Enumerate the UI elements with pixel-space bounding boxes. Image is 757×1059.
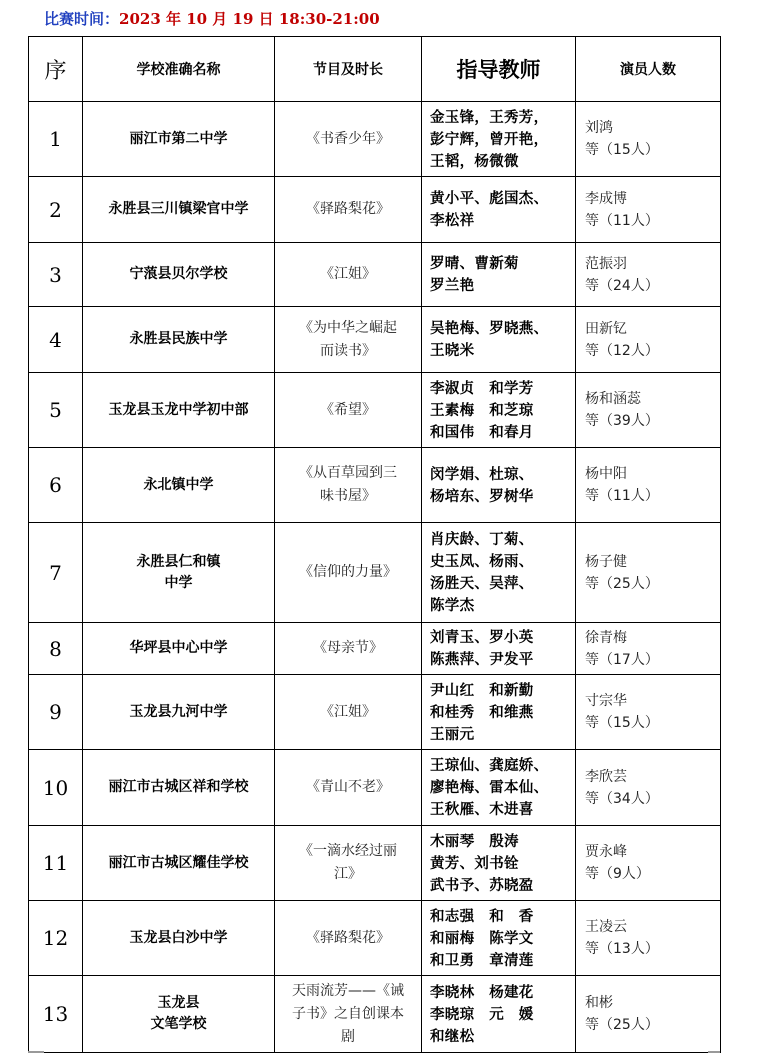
cell-teacher-line: 尹山红 和新勤 xyxy=(430,681,534,699)
cell-actors-line: 杨子健 xyxy=(585,553,627,570)
cell-program-line: 《信仰的力量》 xyxy=(299,564,397,580)
cell-teacher xyxy=(422,448,576,523)
cell-program-line: 《母亲节》 xyxy=(313,640,383,656)
cell-teacher xyxy=(422,750,576,826)
cell-teacher-line: 罗兰艳 xyxy=(430,277,475,294)
column-header-actors: 演员人数 xyxy=(576,37,721,102)
cell-school xyxy=(83,826,275,901)
cell-program xyxy=(275,448,422,523)
cell-program xyxy=(275,523,422,623)
cell-school-line: 文笔学校 xyxy=(150,1016,207,1032)
cell-actors xyxy=(576,523,721,623)
cell-teacher-line: 黄小平、彪国杰、 xyxy=(430,190,549,207)
cell-actors-line: 等（12人） xyxy=(585,342,659,359)
cell-actors xyxy=(576,243,721,307)
cell-seq: 10 xyxy=(29,750,83,826)
cell-program xyxy=(275,976,422,1053)
cell-seq: 13 xyxy=(29,976,83,1053)
cell-program-line: 子书》之自创课本 xyxy=(292,1005,404,1022)
cell-actors-line: 等（15人） xyxy=(585,715,659,731)
cell-teacher xyxy=(422,976,576,1053)
page-edge-mark xyxy=(28,1051,44,1053)
cell-school xyxy=(83,307,275,373)
cell-school xyxy=(83,750,275,826)
cell-teacher-line: 和继松 xyxy=(430,1027,475,1045)
cell-seq: 7 xyxy=(29,523,83,623)
cell-teacher xyxy=(422,826,576,901)
cell-school-line: 丽江市第二中学 xyxy=(129,130,228,147)
cell-actors-line: 王凌云 xyxy=(585,919,627,935)
cell-school-line: 华坪县中心中学 xyxy=(129,640,228,656)
cell-teacher-line: 和国伟 和春月 xyxy=(430,423,534,441)
cell-school xyxy=(83,623,275,675)
cell-program-line: 《驿路梨花》 xyxy=(306,201,390,217)
cell-actors-line: 李成博 xyxy=(585,190,627,207)
cell-actors-line: 范振羽 xyxy=(585,255,627,272)
cell-actors-line: 等（11人） xyxy=(585,488,659,504)
cell-teacher-line: 黄芳、刘书铨 xyxy=(430,854,519,872)
cell-teacher-line: 闵学娟、杜琼、 xyxy=(430,465,534,483)
cell-teacher xyxy=(422,901,576,976)
cell-teacher-line: 彭宁辉，曾开艳， xyxy=(430,130,549,148)
cell-teacher xyxy=(422,307,576,373)
page-edge-mark xyxy=(708,1051,720,1053)
cell-school-line: 中学 xyxy=(164,574,193,591)
cell-program-line: 《希望》 xyxy=(320,401,376,418)
cell-teacher-line: 木丽琴 殷涛 xyxy=(430,832,519,850)
cell-seq: 4 xyxy=(29,307,83,373)
cell-school xyxy=(83,243,275,307)
cell-teacher-line: 廖艳梅、雷本仙、 xyxy=(430,779,549,796)
cell-school-line: 玉龙县九河中学 xyxy=(129,703,228,720)
cell-teacher-line: 王丽元 xyxy=(430,725,475,743)
cell-teacher-line: 王韬，杨微微 xyxy=(430,152,519,170)
cell-program xyxy=(275,102,422,177)
cell-school xyxy=(83,675,275,750)
cell-teacher-line: 武书予、苏晓盈 xyxy=(430,876,534,894)
cell-seq: 3 xyxy=(29,243,83,307)
cell-program xyxy=(275,750,422,826)
cell-teacher-line: 王晓米 xyxy=(430,342,475,359)
cell-program-line: 《江姐》 xyxy=(320,703,376,720)
cell-actors xyxy=(576,675,721,750)
cell-teacher-line: 李晓琼 元 媛 xyxy=(430,1005,534,1023)
cell-teacher-line: 汤胜天、吴萍、 xyxy=(430,575,534,592)
cell-school xyxy=(83,448,275,523)
cell-actors-line: 和彬 xyxy=(585,995,613,1011)
cell-actors-line: 等（24人） xyxy=(585,277,659,294)
competition-time xyxy=(44,8,380,29)
cell-seq: 5 xyxy=(29,373,83,448)
cell-actors xyxy=(576,826,721,901)
cell-program-line: 江》 xyxy=(334,866,362,882)
cell-program-line: 味书屋》 xyxy=(320,488,376,504)
cell-school xyxy=(83,523,275,623)
cell-seq: 1 xyxy=(29,102,83,177)
table-row xyxy=(29,901,721,976)
column-header-program: 节目及时长 xyxy=(275,37,422,102)
cell-teacher-line: 王素梅 和芝琼 xyxy=(430,401,534,419)
cell-program xyxy=(275,623,422,675)
program-table xyxy=(28,36,721,1053)
table-row xyxy=(29,523,721,623)
cell-program xyxy=(275,307,422,373)
cell-school-line: 丽江市古城区耀佳学校 xyxy=(108,854,249,871)
cell-actors xyxy=(576,750,721,826)
cell-teacher-line: 金玉锋，王秀芳， xyxy=(430,108,549,126)
cell-school xyxy=(83,373,275,448)
cell-teacher-line: 陈学杰 xyxy=(430,597,475,614)
cell-program-line: 《江姐》 xyxy=(320,266,376,282)
cell-actors-line: 等（17人） xyxy=(585,651,659,668)
cell-school-line: 永北镇中学 xyxy=(143,476,214,493)
cell-actors-line: 杨和涵蕊 xyxy=(585,391,641,407)
table-row xyxy=(29,976,721,1053)
cell-program xyxy=(275,675,422,750)
cell-school xyxy=(83,177,275,243)
table-row xyxy=(29,623,721,675)
cell-program-line: 天雨流芳——《诫 xyxy=(292,982,404,999)
cell-teacher-line: 杨培东、罗树华 xyxy=(430,487,534,505)
cell-actors-line: 等（11人） xyxy=(585,212,659,229)
cell-teacher xyxy=(422,623,576,675)
cell-actors-line: 等（13人） xyxy=(585,941,659,957)
cell-teacher-line: 和志强 和 香 xyxy=(430,907,534,925)
cell-teacher-line: 王秋雁、木进喜 xyxy=(430,801,534,818)
table-row xyxy=(29,307,721,373)
cell-program-line: 《书香少年》 xyxy=(306,130,390,147)
table-header-row xyxy=(29,37,721,102)
cell-actors xyxy=(576,373,721,448)
cell-actors xyxy=(576,307,721,373)
cell-program-line: 《驿路梨花》 xyxy=(306,929,390,946)
column-header-teacher: 指导教师 xyxy=(422,37,576,102)
cell-program xyxy=(275,901,422,976)
cell-teacher-line: 陈燕萍、尹发平 xyxy=(430,651,534,668)
cell-program-line: 《为中华之崛起 xyxy=(299,319,397,336)
table-row xyxy=(29,675,721,750)
cell-program-line: 《从百草园到三 xyxy=(299,465,397,481)
cell-actors xyxy=(576,976,721,1053)
cell-seq: 6 xyxy=(29,448,83,523)
cell-teacher xyxy=(422,102,576,177)
cell-seq: 2 xyxy=(29,177,83,243)
cell-teacher-line: 和卫勇 章清莲 xyxy=(430,951,534,969)
cell-seq: 9 xyxy=(29,675,83,750)
cell-teacher-line: 李松祥 xyxy=(430,212,475,229)
cell-program xyxy=(275,243,422,307)
cell-teacher xyxy=(422,523,576,623)
cell-seq: 8 xyxy=(29,623,83,675)
cell-school-line: 玉龙县玉龙中学初中部 xyxy=(108,401,249,418)
cell-actors xyxy=(576,448,721,523)
cell-actors-line: 徐青梅 xyxy=(585,629,627,646)
table-row xyxy=(29,448,721,523)
table-row xyxy=(29,750,721,826)
column-header-seq: 序 xyxy=(29,37,83,102)
cell-school xyxy=(83,976,275,1053)
cell-teacher xyxy=(422,675,576,750)
competition-time-value: 2023 年 10 月 19 日 18:30-21:00 xyxy=(119,10,380,28)
table-body xyxy=(29,102,721,1053)
table-row xyxy=(29,243,721,307)
cell-teacher-line: 李淑贞 和学芳 xyxy=(430,379,534,397)
cell-teacher-line: 吴艳梅、罗晓燕、 xyxy=(430,320,549,337)
cell-school-line: 永胜县仁和镇 xyxy=(136,553,221,570)
cell-actors-line: 等（25人） xyxy=(585,575,659,592)
cell-teacher-line: 李晓林 杨建花 xyxy=(430,983,534,1001)
cell-school xyxy=(83,901,275,976)
cell-actors-line: 等（39人） xyxy=(585,413,659,429)
cell-teacher xyxy=(422,373,576,448)
cell-teacher-line: 王琼仙、龚庭娇、 xyxy=(430,757,549,774)
cell-teacher xyxy=(422,177,576,243)
cell-program-line: 《青山不老》 xyxy=(306,779,390,795)
cell-actors-line: 寸宗华 xyxy=(585,693,627,709)
cell-school xyxy=(83,102,275,177)
cell-actors-line: 等（25人） xyxy=(585,1017,659,1033)
cell-teacher-line: 史玉凤、杨雨、 xyxy=(430,553,534,570)
column-header-school: 学校准确名称 xyxy=(83,37,275,102)
cell-actors-line: 田新钇 xyxy=(585,320,627,337)
cell-actors-line: 贾永峰 xyxy=(585,844,627,860)
cell-seq: 12 xyxy=(29,901,83,976)
cell-teacher-line: 刘青玉、罗小英 xyxy=(430,629,534,646)
cell-program-line: 而读书》 xyxy=(320,342,376,359)
cell-actors-line: 等（15人） xyxy=(585,142,659,158)
cell-actors xyxy=(576,901,721,976)
cell-teacher-line: 和桂秀 和维燕 xyxy=(430,703,534,721)
cell-school-line: 永胜县民族中学 xyxy=(129,331,228,347)
competition-time-label: 比赛时间： xyxy=(44,10,120,28)
table-row xyxy=(29,177,721,243)
cell-actors xyxy=(576,177,721,243)
cell-school-line: 玉龙县白沙中学 xyxy=(129,929,228,946)
cell-program-line: 剧 xyxy=(341,1028,355,1045)
table-row xyxy=(29,102,721,177)
cell-actors-line: 刘鸿 xyxy=(585,120,613,136)
cell-teacher-line: 肖庆龄、丁菊、 xyxy=(430,531,534,548)
cell-program xyxy=(275,826,422,901)
table-row xyxy=(29,826,721,901)
cell-actors xyxy=(576,623,721,675)
table-row xyxy=(29,373,721,448)
cell-actors-line: 等（34人） xyxy=(585,790,659,807)
cell-program xyxy=(275,373,422,448)
cell-program xyxy=(275,177,422,243)
cell-actors xyxy=(576,102,721,177)
cell-teacher-line: 罗晴、曹新菊 xyxy=(430,255,519,272)
cell-seq: 11 xyxy=(29,826,83,901)
cell-actors-line: 等（9人） xyxy=(585,866,650,882)
cell-teacher-line: 和丽梅 陈学文 xyxy=(430,929,534,947)
cell-school-line: 丽江市古城区祥和学校 xyxy=(108,779,249,795)
cell-actors-line: 李欣芸 xyxy=(585,768,627,785)
cell-school-line: 玉龙县 xyxy=(157,995,200,1011)
cell-teacher xyxy=(422,243,576,307)
cell-program-line: 《一滴水经过丽 xyxy=(299,843,397,859)
cell-school-line: 宁蒗县贝尔学校 xyxy=(129,266,228,282)
cell-actors-line: 杨中阳 xyxy=(585,466,627,482)
cell-school-line: 永胜县三川镇梁官中学 xyxy=(108,201,249,217)
